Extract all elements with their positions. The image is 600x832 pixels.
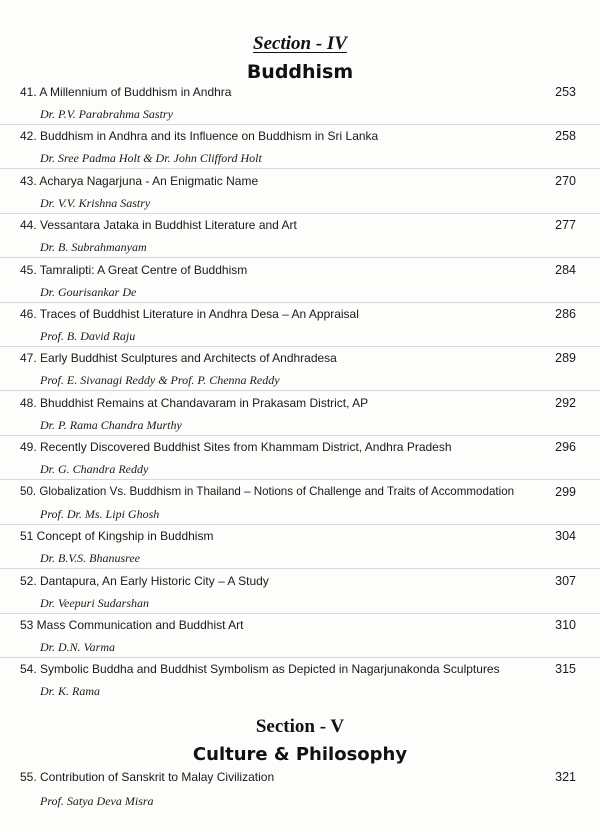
entry-author: Dr. B. Subrahmanyam [40,240,147,254]
entry-author: Dr. P. Rama Chandra Murthy [40,418,182,432]
entry-title: 45. Tamralipti: A Great Centre of Buddhism [20,263,248,277]
entry-page: 289 [555,351,576,365]
entry-author: Dr. V.V. Krishna Sastry [40,196,151,210]
entry-page: 299 [555,485,576,499]
entry-page: 315 [555,662,576,676]
entry-title: 41. A Millennium of Buddhism in Andhra [20,85,232,99]
divider [0,613,600,614]
toc-entry [0,484,600,528]
divider [0,302,600,303]
entry-author: Dr. D.N. Varma [40,640,116,654]
entry-author: Prof. B. David Raju [40,329,136,343]
entry-title: 47. Early Buddhist Sculptures and Architects of Andhradesa [20,351,337,365]
toc-entry [0,262,600,306]
toc-entry [0,306,600,350]
entry-page: 310 [555,618,576,632]
divider [0,479,600,480]
entry-title: 54. Symbolic Buddha and Buddhist Symbolism as Depicted in Nagarjunakonda Sculptures [20,662,500,676]
toc-entry [0,128,600,172]
entry-author: Dr. K. Rama [40,684,101,698]
entry-title: 49. Recently Discovered Buddhist Sites from Khammam District, Andhra Pradesh [20,440,452,454]
entry-title: 46. Traces of Buddhist Literature in Andhra Desa – An Appraisal [20,307,359,321]
entry-author: Dr. Gourisankar De [40,285,137,299]
section-v-subtitle: Culture & Philosophy [192,744,408,765]
divider [0,390,600,391]
toc-entry [0,573,600,617]
entry-page: 321 [555,770,576,784]
toc-entry [0,661,600,705]
section-v-heading: Section - V [255,716,345,737]
entry-title: 55. Contribution of Sanskrit to Malay Civilization [20,770,275,784]
entry-page: 253 [555,85,576,99]
entry-title: 44. Vessantara Jataka in Buddhist Literature and Art [20,218,297,232]
divider [0,657,600,658]
entry-title: 51 Concept of Kingship in Buddhism [20,529,214,543]
entry-page: 277 [555,218,576,232]
divider [0,124,600,125]
toc-entry [0,217,600,261]
entry-page: 307 [555,574,576,588]
entry-author: Prof. Dr. Ms. Lipi Ghosh [40,507,160,521]
entry-author: Dr. Sree Padma Holt & Dr. John Clifford Holt [40,151,262,165]
divider [0,346,600,347]
entry-author: Dr. B.V.S. Bhanusree [40,551,140,565]
entry-page: 292 [555,396,576,410]
entry-page: 284 [555,263,576,277]
section-iv-heading: Section - IV [253,33,347,54]
divider [0,435,600,436]
entry-author: Dr. G. Chandra Reddy [40,462,149,476]
entry-author: Prof. Satya Deva Misra [40,794,154,808]
toc-entry [0,617,600,661]
entry-page: 304 [555,529,576,543]
entry-page: 286 [555,307,576,321]
toc-entry [0,528,600,572]
toc-entry [0,769,600,819]
divider [0,213,600,214]
entry-title: 52. Dantapura, An Early Historic City – A Study [20,574,269,588]
divider [0,257,600,258]
toc-entry [0,84,600,128]
toc-entry [0,395,600,439]
toc-entry [0,439,600,483]
entry-page: 258 [555,129,576,143]
entry-title: 50. Globalization Vs. Buddhism in Thailand – Notions of Challenge and Traits of Accommodation [20,485,515,498]
toc-entry [0,350,600,394]
section-iv-subtitle: Buddhism [246,61,354,83]
entry-author: Prof. E. Sivanagi Reddy & Prof. P. Chenna Reddy [40,373,280,387]
entry-author: Dr. P.V. Parabrahma Sastry [40,107,173,121]
entry-page: 270 [555,174,576,188]
toc-entry [0,173,600,217]
divider [0,168,600,169]
divider [0,524,600,525]
entry-title: 53 Mass Communication and Buddhist Art [20,618,244,632]
entry-page: 296 [555,440,576,454]
entry-author: Dr. Veepuri Sudarshan [40,596,150,610]
divider [0,568,600,569]
entry-title: 48. Bhuddhist Remains at Chandavaram in Prakasam District, AP [20,396,369,410]
entry-title: 42. Buddhism in Andhra and its Influence on Buddhism in Sri Lanka [20,129,379,143]
entry-title: 43. Acharya Nagarjuna - An Enigmatic Name [20,174,259,188]
